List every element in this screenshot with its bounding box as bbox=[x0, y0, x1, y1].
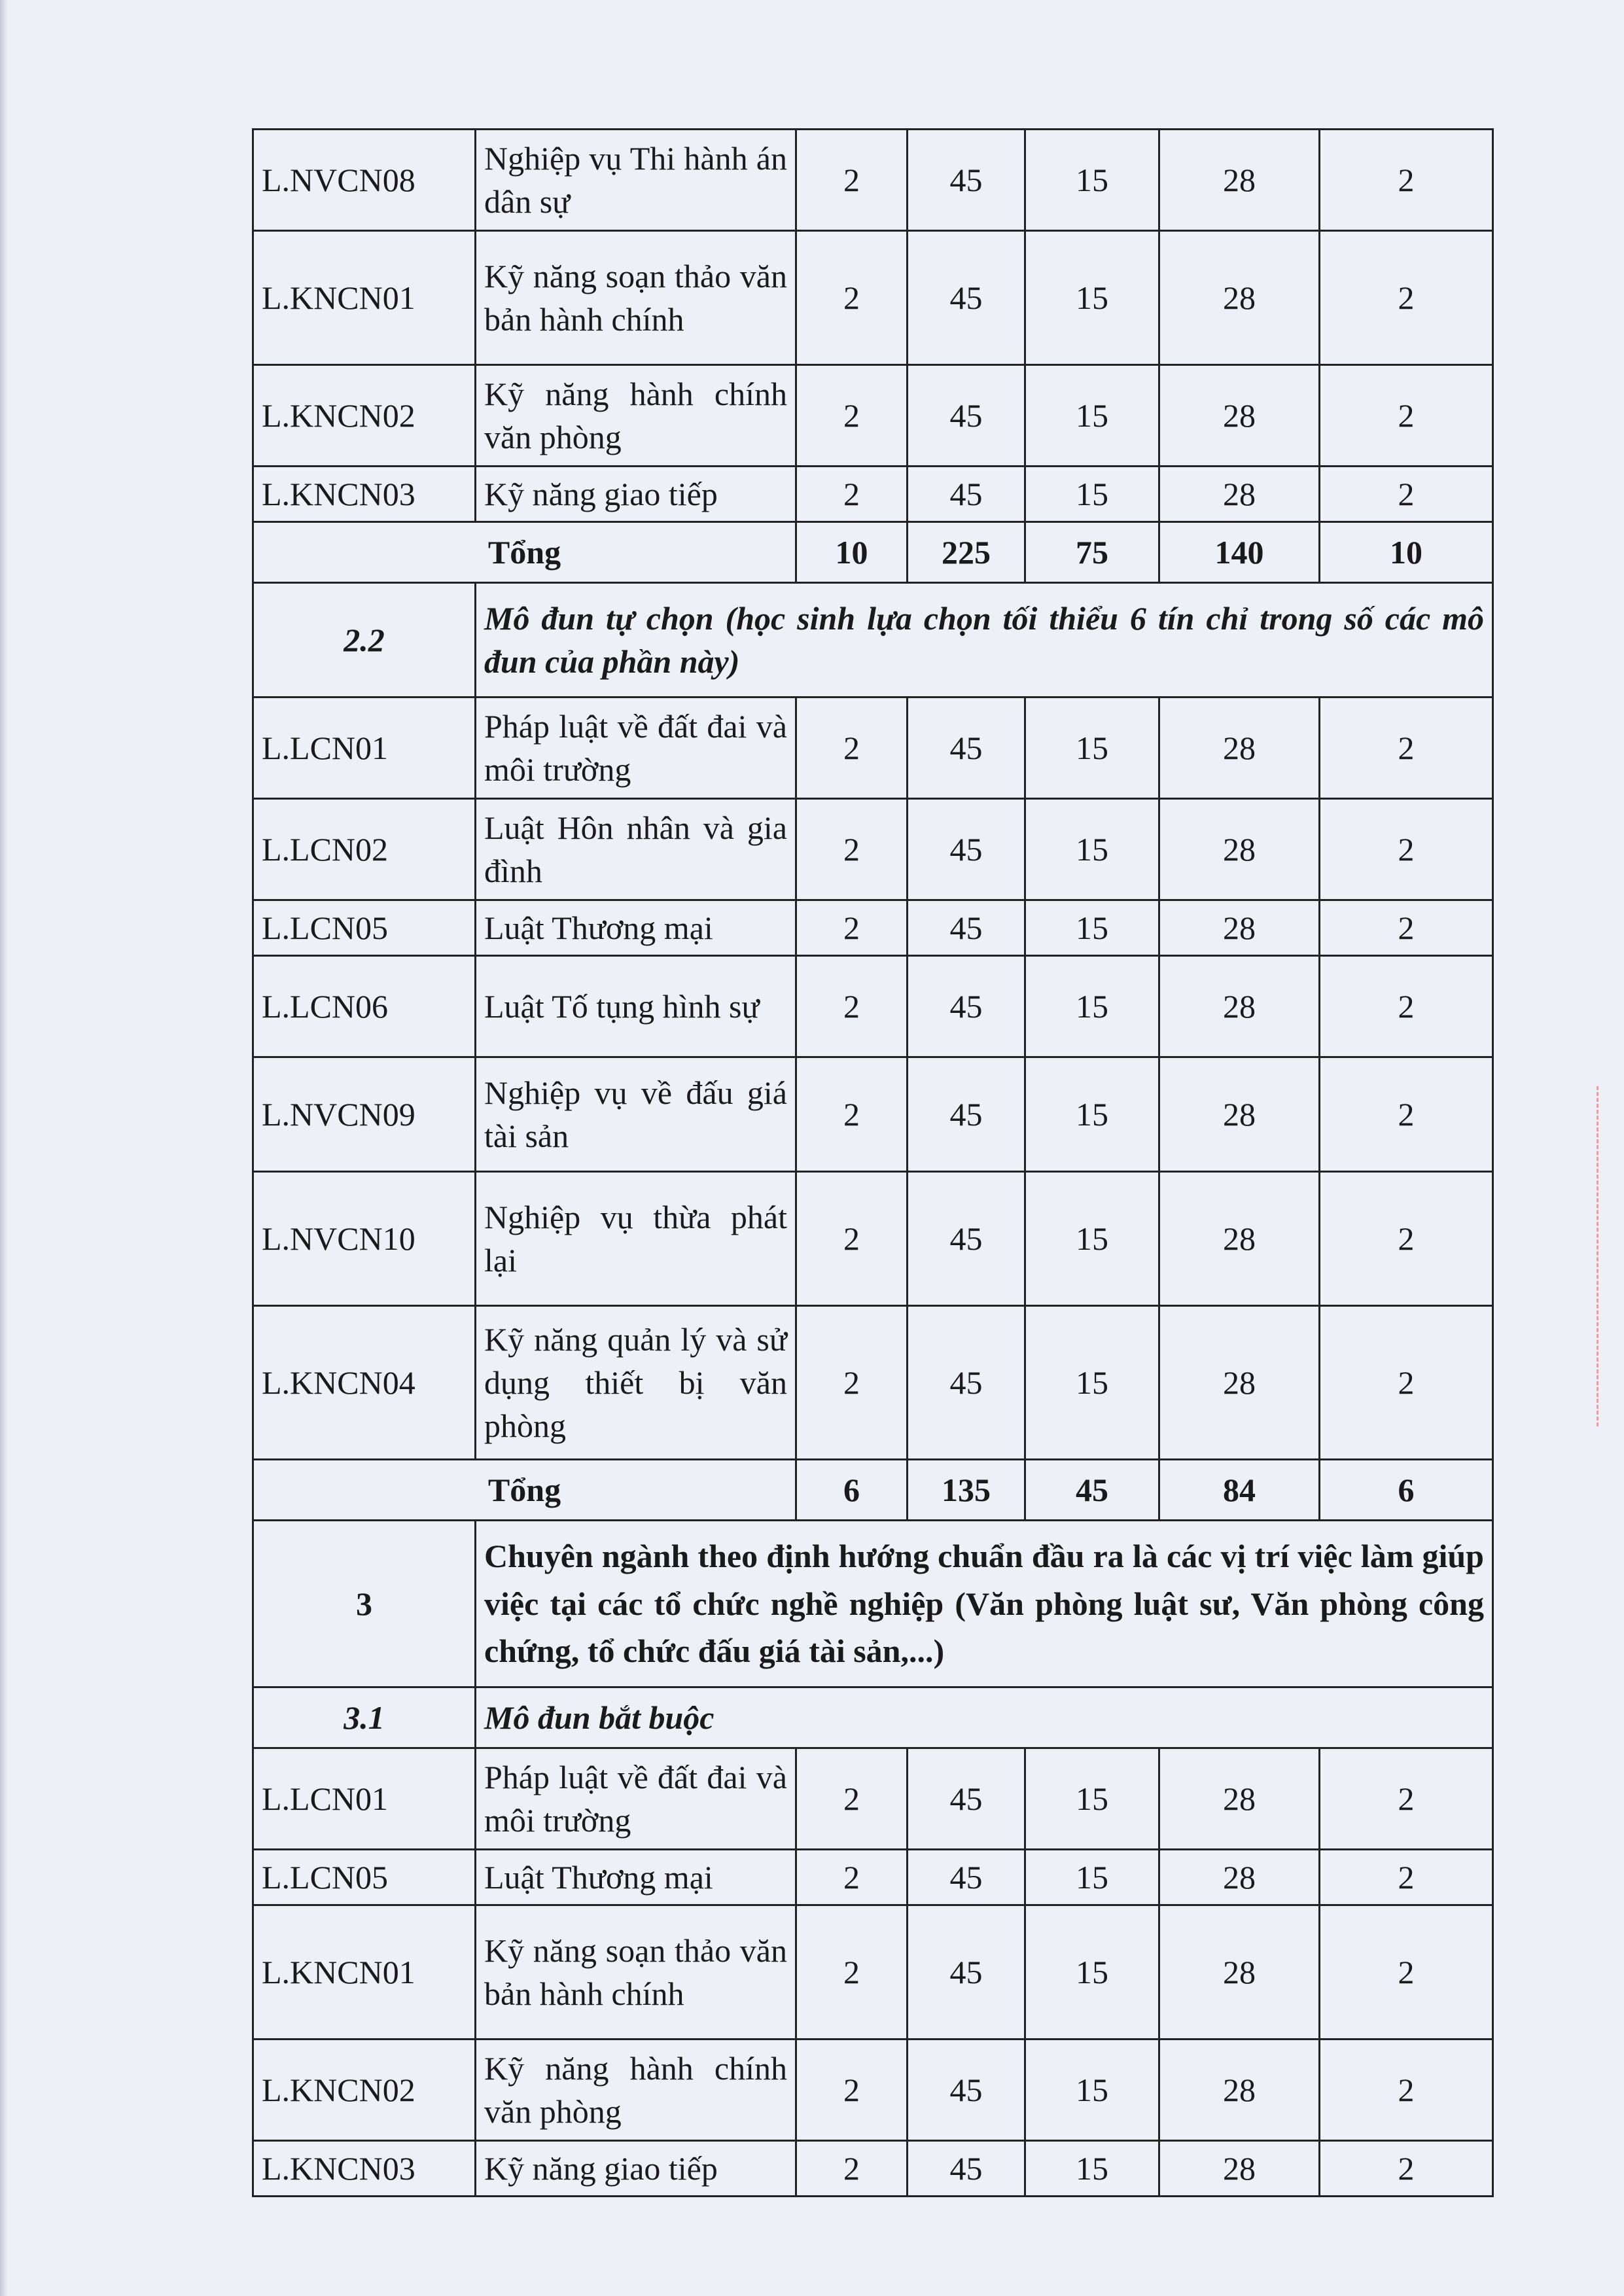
table-row bbox=[253, 130, 1493, 231]
table-row bbox=[253, 799, 1493, 900]
credits: 2 bbox=[796, 1172, 908, 1306]
module-name: Kỹ năng giao tiếp bbox=[476, 467, 796, 522]
practice-hours: 28 bbox=[1159, 1748, 1320, 1850]
theory-hours: 15 bbox=[1025, 956, 1159, 1057]
credits: 2 bbox=[796, 799, 908, 900]
exam-hours: 2 bbox=[1320, 130, 1493, 231]
practice-hours: 28 bbox=[1159, 698, 1320, 799]
exam-hours: 2 bbox=[1320, 231, 1493, 365]
module-code: L.KNCN03 bbox=[253, 467, 476, 522]
module-name: Kỹ năng hành chính văn phòng bbox=[476, 365, 796, 467]
total-hours: 45 bbox=[908, 365, 1025, 467]
module-name: Luật Tố tụng hình sự bbox=[476, 956, 796, 1057]
credits: 2 bbox=[796, 467, 908, 522]
credits: 2 bbox=[796, 1850, 908, 1905]
credits: 2 bbox=[796, 1748, 908, 1850]
section-title: Chuyên ngành theo định hướng chuẩn đầu ra là các vị trí việc làm giúp việc tại các tổ chức nghề nghiệp (Văn phòng luật sư, Văn phòng công chứng, tổ chức đấu giá tài sản,...) bbox=[476, 1521, 1493, 1687]
module-code: L.NVCN08 bbox=[253, 130, 476, 231]
total-label: Tổng bbox=[253, 522, 796, 583]
section-title: Mô đun bắt buộc bbox=[476, 1687, 1493, 1748]
theory-hours: 15 bbox=[1025, 1306, 1159, 1460]
theory-hours: 15 bbox=[1025, 799, 1159, 900]
theory-hours: 15 bbox=[1025, 130, 1159, 231]
total-practice: 84 bbox=[1159, 1460, 1320, 1521]
module-code: L.LCN05 bbox=[253, 900, 476, 956]
credits: 2 bbox=[796, 900, 908, 956]
practice-hours: 28 bbox=[1159, 231, 1320, 365]
practice-hours: 28 bbox=[1159, 2040, 1320, 2141]
theory-hours: 15 bbox=[1025, 231, 1159, 365]
exam-hours: 2 bbox=[1320, 799, 1493, 900]
module-name: Pháp luật về đất đai và môi trường bbox=[476, 1748, 796, 1850]
total-hours: 45 bbox=[908, 698, 1025, 799]
theory-hours: 15 bbox=[1025, 365, 1159, 467]
theory-hours: 15 bbox=[1025, 1905, 1159, 2040]
theory-hours: 15 bbox=[1025, 1850, 1159, 1905]
theory-hours: 15 bbox=[1025, 467, 1159, 522]
section-row bbox=[253, 1687, 1493, 1748]
exam-hours: 2 bbox=[1320, 2040, 1493, 2141]
total-label: Tổng bbox=[253, 1460, 796, 1521]
exam-hours: 2 bbox=[1320, 698, 1493, 799]
exam-hours: 2 bbox=[1320, 2141, 1493, 2197]
module-name: Kỹ năng giao tiếp bbox=[476, 2141, 796, 2197]
credits: 2 bbox=[796, 1905, 908, 2040]
module-code: L.LCN01 bbox=[253, 698, 476, 799]
practice-hours: 28 bbox=[1159, 467, 1320, 522]
practice-hours: 28 bbox=[1159, 365, 1320, 467]
credits: 2 bbox=[796, 1306, 908, 1460]
section-row bbox=[253, 1521, 1493, 1687]
table-row bbox=[253, 698, 1493, 799]
total-hours: 45 bbox=[908, 467, 1025, 522]
theory-hours: 15 bbox=[1025, 900, 1159, 956]
practice-hours: 28 bbox=[1159, 799, 1320, 900]
module-name: Kỹ năng soạn thảo văn bản hành chính bbox=[476, 1905, 796, 2040]
practice-hours: 28 bbox=[1159, 1057, 1320, 1172]
module-code: L.KNCN01 bbox=[253, 1905, 476, 2040]
table-row bbox=[253, 467, 1493, 522]
table-row bbox=[253, 956, 1493, 1057]
total-credits: 6 bbox=[796, 1460, 908, 1521]
module-name: Pháp luật về đất đai và môi trường bbox=[476, 698, 796, 799]
total-practice: 140 bbox=[1159, 522, 1320, 583]
exam-hours: 2 bbox=[1320, 1748, 1493, 1850]
credits: 2 bbox=[796, 130, 908, 231]
curriculum-table bbox=[252, 128, 1494, 2197]
theory-hours: 15 bbox=[1025, 1172, 1159, 1306]
section-number: 3.1 bbox=[253, 1687, 476, 1748]
table-row bbox=[253, 900, 1493, 956]
exam-hours: 2 bbox=[1320, 1850, 1493, 1905]
theory-hours: 15 bbox=[1025, 2141, 1159, 2197]
total-hours-sum: 135 bbox=[908, 1460, 1025, 1521]
module-name: Nghiệp vụ về đấu giá tài sản bbox=[476, 1057, 796, 1172]
module-name: Nghiệp vụ Thi hành án dân sự bbox=[476, 130, 796, 231]
total-hours: 45 bbox=[908, 2141, 1025, 2197]
total-hours: 45 bbox=[908, 1748, 1025, 1850]
theory-hours: 15 bbox=[1025, 1748, 1159, 1850]
table-row bbox=[253, 2141, 1493, 2197]
theory-hours: 15 bbox=[1025, 1057, 1159, 1172]
table-row bbox=[253, 1905, 1493, 2040]
exam-hours: 2 bbox=[1320, 1057, 1493, 1172]
margin-stamp-mark bbox=[1597, 1086, 1618, 1426]
exam-hours: 2 bbox=[1320, 956, 1493, 1057]
practice-hours: 28 bbox=[1159, 1172, 1320, 1306]
credits: 2 bbox=[796, 231, 908, 365]
exam-hours: 2 bbox=[1320, 1905, 1493, 2040]
total-hours: 45 bbox=[908, 900, 1025, 956]
total-credits: 10 bbox=[796, 522, 908, 583]
credits: 2 bbox=[796, 2040, 908, 2141]
total-hours: 45 bbox=[908, 2040, 1025, 2141]
total-exam: 6 bbox=[1320, 1460, 1493, 1521]
module-name: Kỹ năng hành chính văn phòng bbox=[476, 2040, 796, 2141]
module-code: L.LCN06 bbox=[253, 956, 476, 1057]
module-code: L.KNCN02 bbox=[253, 365, 476, 467]
module-code: L.NVCN09 bbox=[253, 1057, 476, 1172]
total-hours: 45 bbox=[908, 1306, 1025, 1460]
module-code: L.KNCN04 bbox=[253, 1306, 476, 1460]
table-row bbox=[253, 365, 1493, 467]
total-hours: 45 bbox=[908, 231, 1025, 365]
total-row bbox=[253, 1460, 1493, 1521]
module-code: L.LCN05 bbox=[253, 1850, 476, 1905]
practice-hours: 28 bbox=[1159, 1905, 1320, 2040]
exam-hours: 2 bbox=[1320, 1306, 1493, 1460]
theory-hours: 15 bbox=[1025, 2040, 1159, 2141]
total-hours: 45 bbox=[908, 956, 1025, 1057]
credits: 2 bbox=[796, 1057, 908, 1172]
module-name: Luật Thương mại bbox=[476, 900, 796, 956]
credits: 2 bbox=[796, 365, 908, 467]
theory-hours: 15 bbox=[1025, 698, 1159, 799]
total-exam: 10 bbox=[1320, 522, 1493, 583]
credits: 2 bbox=[796, 698, 908, 799]
credits: 2 bbox=[796, 956, 908, 1057]
total-row bbox=[253, 522, 1493, 583]
section-title: Mô đun tự chọn (học sinh lựa chọn tối thiểu 6 tín chỉ trong số các mô đun của phần này) bbox=[476, 583, 1493, 698]
practice-hours: 28 bbox=[1159, 1306, 1320, 1460]
total-hours: 45 bbox=[908, 1905, 1025, 2040]
module-code: L.KNCN01 bbox=[253, 231, 476, 365]
exam-hours: 2 bbox=[1320, 900, 1493, 956]
table-row bbox=[253, 1850, 1493, 1905]
practice-hours: 28 bbox=[1159, 1850, 1320, 1905]
module-code: L.LCN01 bbox=[253, 1748, 476, 1850]
scan-edge bbox=[0, 0, 8, 2296]
practice-hours: 28 bbox=[1159, 956, 1320, 1057]
exam-hours: 2 bbox=[1320, 365, 1493, 467]
module-name: Nghiệp vụ thừa phát lại bbox=[476, 1172, 796, 1306]
module-name: Kỹ năng soạn thảo văn bản hành chính bbox=[476, 231, 796, 365]
practice-hours: 28 bbox=[1159, 2141, 1320, 2197]
section-row bbox=[253, 583, 1493, 698]
module-name: Kỹ năng quản lý và sử dụng thiết bị văn phòng bbox=[476, 1306, 796, 1460]
table-row bbox=[253, 2040, 1493, 2141]
exam-hours: 2 bbox=[1320, 1172, 1493, 1306]
module-code: L.NVCN10 bbox=[253, 1172, 476, 1306]
module-name: Luật Hôn nhân và gia đình bbox=[476, 799, 796, 900]
total-theory: 75 bbox=[1025, 522, 1159, 583]
module-code: L.KNCN02 bbox=[253, 2040, 476, 2141]
table-row bbox=[253, 1172, 1493, 1306]
total-hours: 45 bbox=[908, 1850, 1025, 1905]
practice-hours: 28 bbox=[1159, 130, 1320, 231]
total-hours-sum: 225 bbox=[908, 522, 1025, 583]
module-code: L.LCN02 bbox=[253, 799, 476, 900]
table-row bbox=[253, 1748, 1493, 1850]
total-hours: 45 bbox=[908, 1057, 1025, 1172]
table-row bbox=[253, 1057, 1493, 1172]
module-name: Luật Thương mại bbox=[476, 1850, 796, 1905]
total-theory: 45 bbox=[1025, 1460, 1159, 1521]
section-number: 3 bbox=[253, 1521, 476, 1687]
table-row bbox=[253, 1306, 1493, 1460]
practice-hours: 28 bbox=[1159, 900, 1320, 956]
exam-hours: 2 bbox=[1320, 467, 1493, 522]
total-hours: 45 bbox=[908, 1172, 1025, 1306]
credits: 2 bbox=[796, 2141, 908, 2197]
module-code: L.KNCN03 bbox=[253, 2141, 476, 2197]
total-hours: 45 bbox=[908, 799, 1025, 900]
table-row bbox=[253, 231, 1493, 365]
total-hours: 45 bbox=[908, 130, 1025, 231]
section-number: 2.2 bbox=[253, 583, 476, 698]
